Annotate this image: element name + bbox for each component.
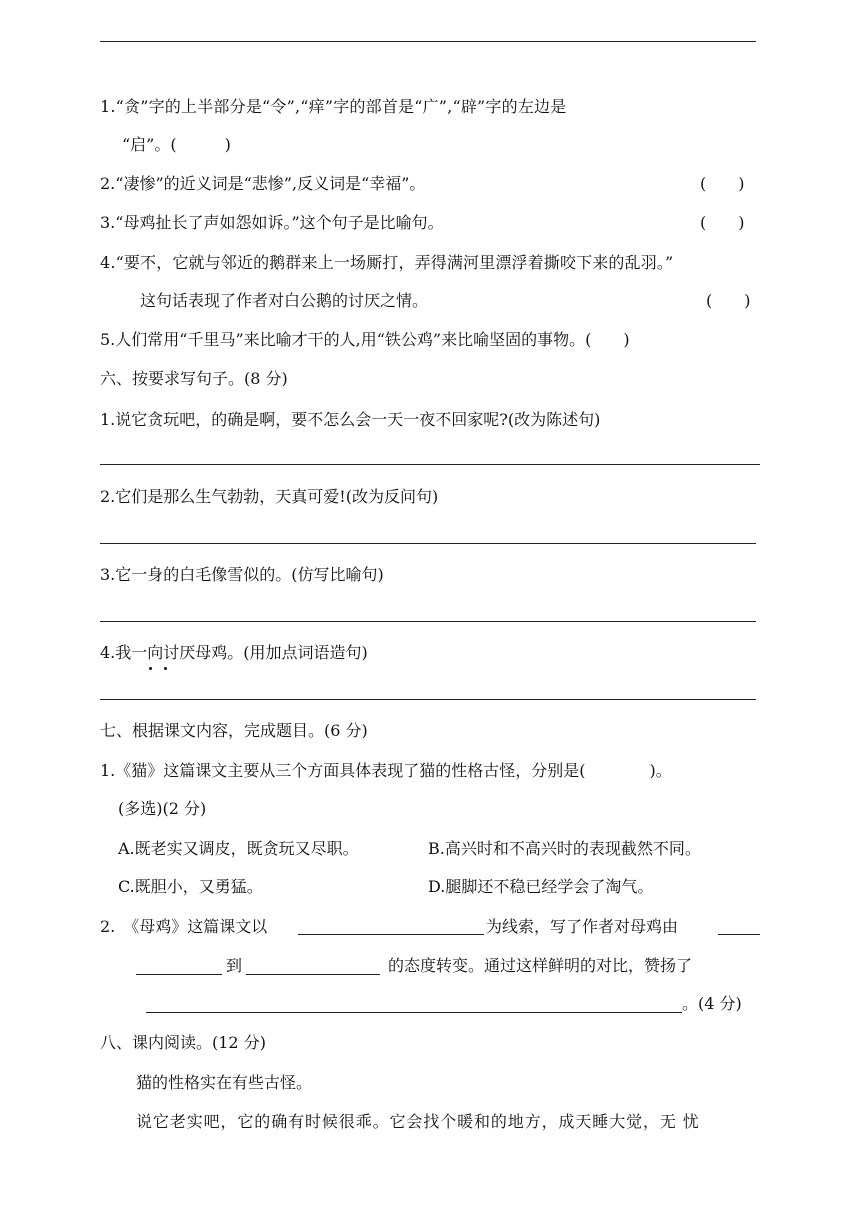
section7-q1-line1: 1.《猫》这篇课文主要从三个方面具体表现了猫的性格古怪，分别是( )。 [100,761,672,780]
answer-line-6-1[interactable] [100,464,760,465]
section7-q2-part3: 到 [226,956,243,975]
blank-attitude-from-b[interactable] [136,974,222,975]
top-rule [100,41,756,42]
option-d[interactable]: D.腿脚还不稳已经学会了淘气。 [428,877,654,896]
reading-paragraph-1: 猫的性格实在有些古怪。 [136,1073,313,1092]
judge-q5: 5.人们常用“千里马”来比喻才干的人,用“铁公鸡”来比喻坚固的事物。( ) [100,330,630,349]
option-c[interactable]: C.既胆小，又勇猛。 [118,877,263,896]
judge-q3: 3.“母鸡扯长了声如怨如诉。”这个句子是比喻句。 [100,213,444,232]
judge-q2-answer[interactable]: ( ) [700,174,745,193]
judge-q3-answer[interactable]: ( ) [700,213,745,232]
blank-attitude-from-a[interactable] [718,934,760,935]
section7-q1-line2: (多选)(2 分) [118,799,207,818]
reading-paragraph-2: 说它老实吧，它的确有时候很乖。它会找个暖和的地方，成天睡大觉，无 忧 [136,1112,700,1131]
emphasis-dot [149,667,152,670]
section7-q2-part4: 的态度转变。通过这样鲜明的对比，赞扬了 [388,956,693,975]
judge-q4-line2: 这句话表现了作者对白公鹅的讨厌之情。 [140,291,429,310]
section8-heading: 八、课内阅读。(12 分) [100,1033,266,1052]
judge-q2: 2.“凄惨”的近义词是“悲惨”,反义词是“幸福”。 [100,174,426,193]
blank-praise[interactable] [146,1012,682,1013]
section7-q2-part2: 为线索，写了作者对母鸡由 [486,917,679,936]
section6-heading: 六、按要求写句子。(8 分) [100,369,288,388]
section7-heading: 七、根据课文内容，完成题目。(6 分) [100,721,368,740]
section6-q4: 4.我一向讨厌母鸡。(用加点词语造句) [100,643,368,662]
section7-q2-part5: 。(4 分) [682,994,742,1013]
emphasis-dot [164,667,167,670]
answer-line-6-2[interactable] [100,543,756,544]
answer-line-6-4[interactable] [100,699,756,700]
section7-q2-part1: 2. 《母鸡》这篇课文以 [100,917,268,936]
answer-line-6-3[interactable] [100,621,756,622]
section6-q3: 3.它一身的白毛像雪似的。(仿写比喻句) [100,565,384,584]
section6-q2: 2.它们是那么生气勃勃，天真可爱!(改为反问句) [100,487,439,506]
blank-attitude-to[interactable] [246,974,380,975]
judge-q1-line2: “启”。( ) [122,135,231,154]
blank-clue[interactable] [298,934,484,935]
judge-q4-line1: 4.“要不，它就与邻近的鹅群来上一场厮打，弄得满河里漂浮着撕咬下来的乱羽。” [100,253,674,272]
judge-q4-answer[interactable]: ( ) [706,291,751,310]
section6-q1: 1.说它贪玩吧，的确是啊，要不怎么会一天一夜不回家呢?(改为陈述句) [100,410,601,429]
option-b[interactable]: B.高兴时和不高兴时的表现截然不同。 [428,839,701,858]
option-a[interactable]: A.既老实又调皮，既贪玩又尽职。 [118,839,359,858]
judge-q1-line1: 1.“贪”字的上半部分是“令”,“痒”字的部首是“广”,“辟”字的左边是 [100,97,567,116]
